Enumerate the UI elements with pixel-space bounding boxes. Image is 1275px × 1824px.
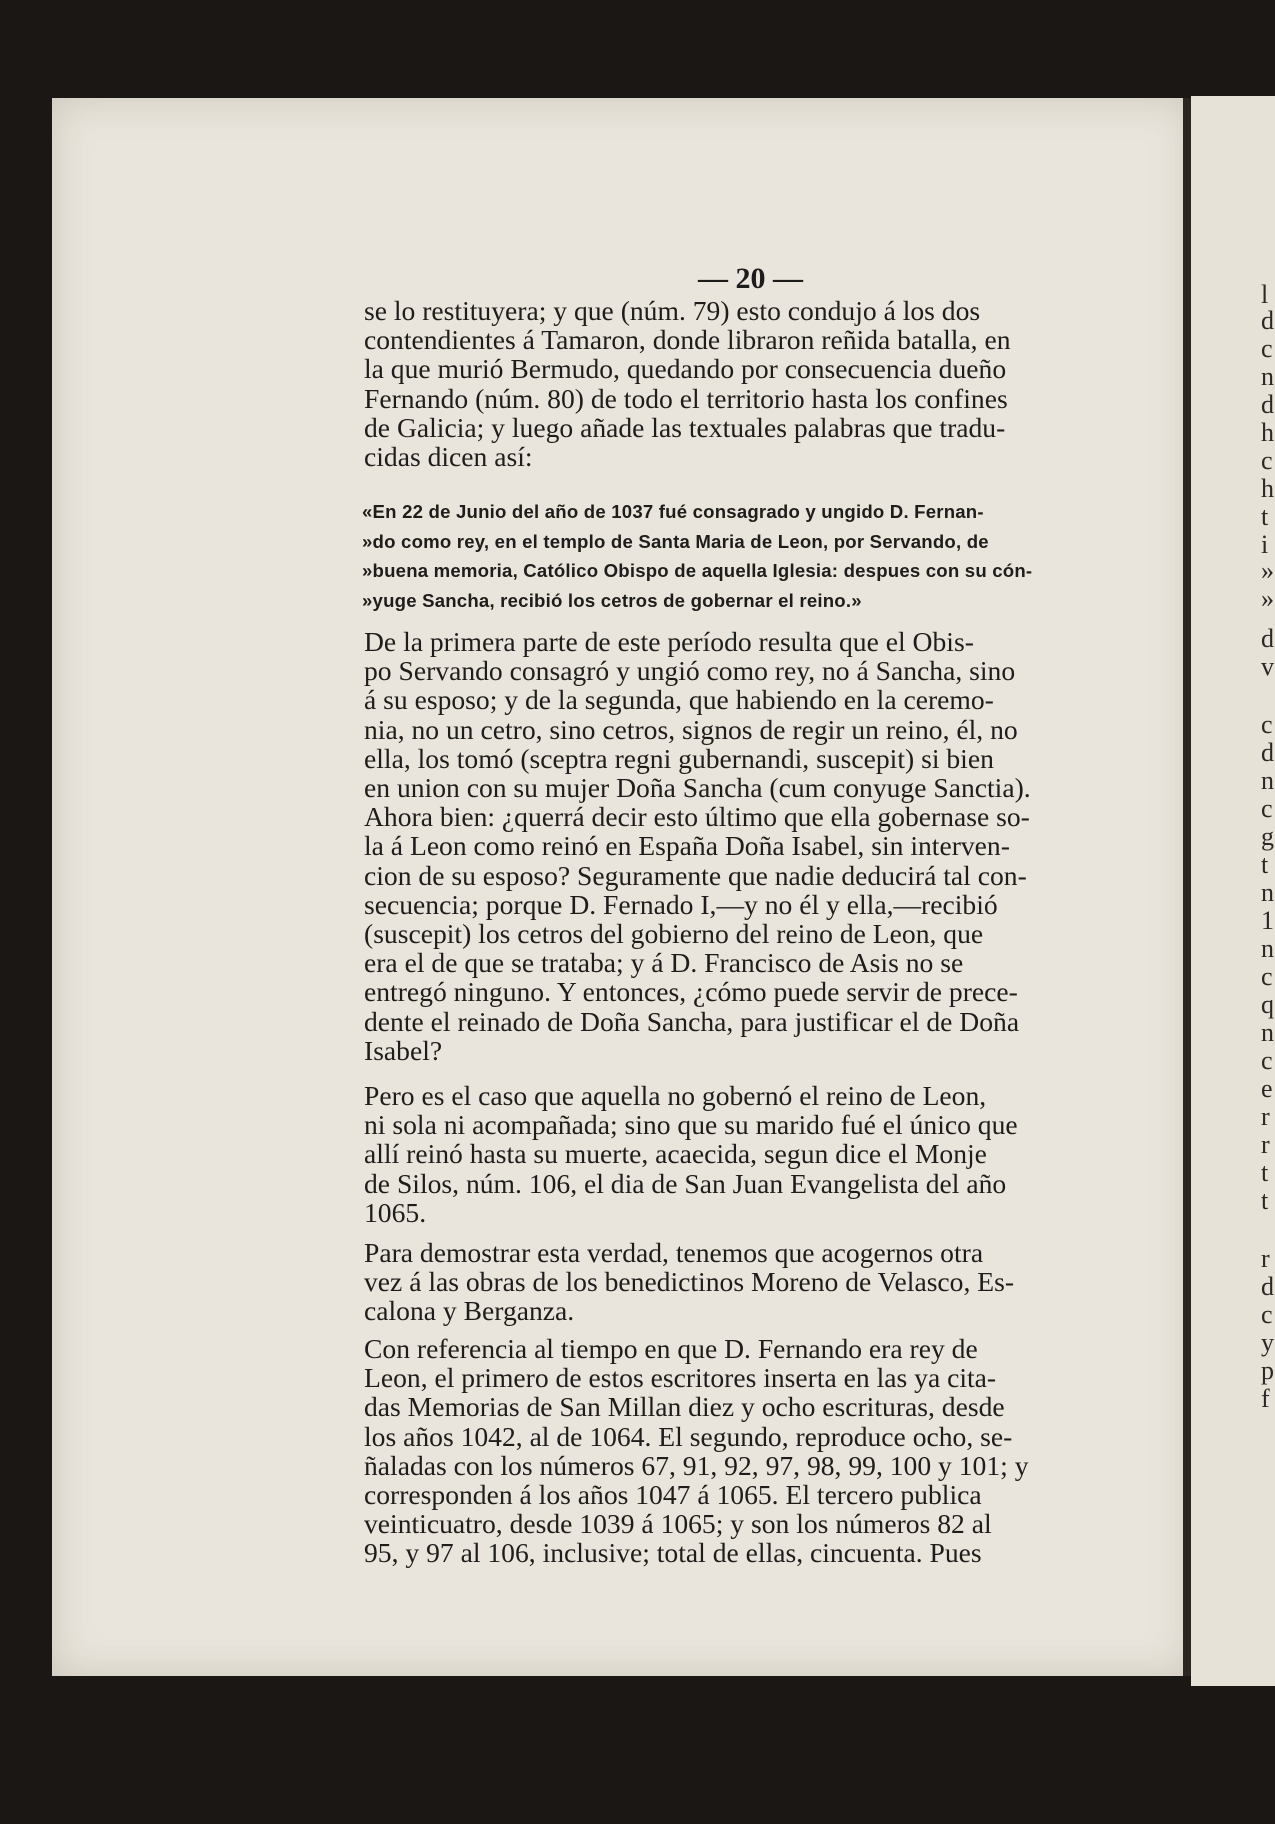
next-page-fragment: t (1261, 850, 1269, 879)
next-page-fragment: v (1261, 652, 1274, 681)
page-number: — 20 — (698, 262, 803, 295)
next-page-fragment: e (1261, 1074, 1273, 1103)
next-page-fragment: t (1261, 502, 1269, 531)
paragraph: Con referencia al tiempo en que D. Fernando era rey de Leon, el primero de estos escritores inserta en las ya cita- das Memorias de San Millan diez y ocho escrituras, desde los años 1042, al de 1064. El segundo, reproduce ocho, se- ñaladas con los números 67, 91, 92, 97, 98, 99, 100 y 101; y corresponden á los años 1047 á 1065. El tercero publica veinticuatro, desde 1039 á 1065; y son los números 82 al 95, y 97 al 106, inclusive; total de ellas, cincuenta. Pues (364, 1333, 1029, 1569)
next-page-fragment: c (1261, 1300, 1273, 1329)
next-page-fragment: l (1261, 280, 1269, 309)
next-page-fragment: » (1261, 584, 1274, 613)
next-page-fragment: r (1261, 1244, 1270, 1273)
next-page-fragment: d (1261, 624, 1274, 653)
next-page-fragment: n (1261, 766, 1274, 795)
paragraph: Pero es el caso que aquella no gobernó el reino de Leon, ni sola ni acompañada; sino que su marido fué el único que allí reinó hasta su muerte, acaecida, segun dice el Monje de Silos, núm. 106, el dia de San Juan Evangelista del año 1065. (364, 1080, 1018, 1228)
next-page-fragment: c (1261, 794, 1273, 823)
next-page-fragment: c (1261, 1046, 1273, 1075)
next-page-fragment: h (1261, 418, 1274, 447)
next-page-edge (1191, 96, 1275, 1686)
next-page-fragment: d (1261, 1272, 1274, 1301)
next-page-fragment: y (1261, 1328, 1274, 1357)
next-page-fragment: q (1261, 990, 1274, 1019)
next-page-fragment: c (1261, 710, 1273, 739)
next-page-fragment: t (1261, 1158, 1269, 1187)
paragraph: De la primera parte de este período resulta que el Obis- po Servando consagró y ungió como rey, no á Sancha, sino á su esposo; y de la segunda, que habiendo en la ceremo- nia, no un cetro, sino cetros, signos de regir un reino, él, no ella, los tomó (sceptra regni gubernandi, suscepit) si bien en union con su mujer Doña Sancha (cum conyuge Sanctia). Ahora bien: ¿querrá decir esto último que ella gobernase so- la á Leon como reinó en España Doña Isabel, sin interven- cion de su esposo? Seguramente que nadie deducirá tal con- secuencia; porque D. Fernado I,—y no él y ella,—recibió (suscepit) los cetros del gobierno del reino de Leon, que era el de que se trataba; y á D. Francisco de Asis no se entregó ninguno. Y entonces, ¿cómo puede servir de prece- dente el reinado de Doña Sancha, para justificar el de Doña Isabel? (364, 626, 1031, 1066)
next-page-fragment: r (1261, 1130, 1270, 1159)
next-page-fragment: c (1261, 334, 1273, 363)
next-page-fragment: f (1261, 1384, 1270, 1413)
paragraph: se lo restituyera; y que (núm. 79) esto condujo á los dos contendientes á Tamaron, donde libraron reñida batalla, en la que murió Bermudo, quedando por consecuencia dueño Fernando (núm. 80) de todo el territorio hasta los confines de Galicia; y luego añade las textuales palabras que tradu- cidas dicen así: (364, 295, 1011, 473)
next-page-fragment: d (1261, 390, 1274, 419)
next-page-fragment: n (1261, 362, 1274, 391)
next-page-fragment: r (1261, 1102, 1270, 1131)
next-page-fragment: t (1261, 1186, 1269, 1215)
next-page-fragment: i (1261, 530, 1269, 559)
next-page-fragment: d (1261, 738, 1274, 767)
next-page-fragment: d (1261, 306, 1274, 335)
next-page-fragment: p (1261, 1356, 1274, 1385)
paragraph: Para demostrar esta verdad, tenemos que acogernos otra vez á las obras de los benedictinos Moreno de Velasco, Es- calona y Berganza. (364, 1237, 1015, 1327)
next-page-fragment: n (1261, 934, 1274, 963)
next-page-fragment: » (1261, 556, 1274, 585)
next-page-fragment: h (1261, 474, 1274, 503)
next-page-fragment: n (1261, 878, 1274, 907)
next-page-fragment: c (1261, 962, 1273, 991)
next-page-fragment: c (1261, 446, 1273, 475)
next-page-fragment: n (1261, 1018, 1274, 1047)
book-spine (1183, 98, 1191, 1676)
next-page-fragment: 1 (1261, 906, 1274, 935)
block-quote: «En 22 de Junio del año de 1037 fué consagrado y ungido D. Fernan- »do como rey, en el templo de Santa Maria de Leon, por Servando, de »buena memoria, Católico Obispo de aquella Iglesia: despues con su cón- »yuge Sancha, recibió los cetros de gobernar el reino.» (362, 501, 1033, 611)
next-page-fragment: g (1261, 822, 1274, 851)
